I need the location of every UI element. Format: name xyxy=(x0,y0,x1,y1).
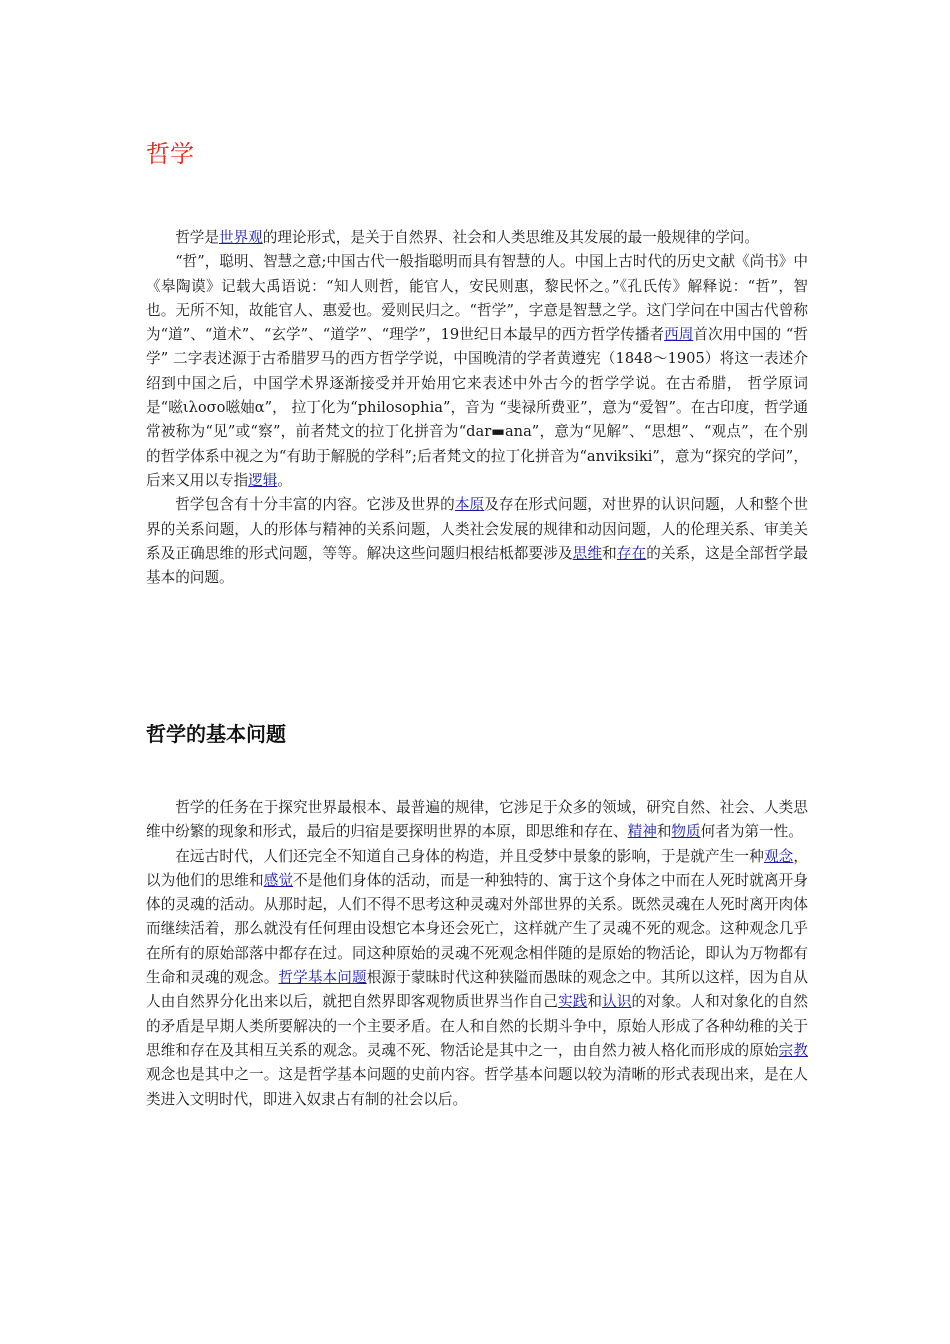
link-religion[interactable]: 宗教 xyxy=(778,1041,808,1059)
link-worldview[interactable]: 世界观 xyxy=(218,229,263,246)
link-logic[interactable]: 逻辑 xyxy=(248,471,278,489)
text-run: 的理论形式，是关于自然界、社会和人类思维及其发展的最一般规律的学问。 xyxy=(262,229,759,246)
link-existence[interactable]: 存在 xyxy=(616,544,647,562)
link-origin[interactable]: 本原 xyxy=(454,496,485,514)
text-run: 哲学包含有十分丰富的内容。它涉及世界的 xyxy=(175,496,455,514)
text-run: 和 xyxy=(587,993,603,1011)
page-title: 哲学 xyxy=(146,140,194,168)
text-run: 首次用中国的 “哲学” 二字表述源于古希腊罗马的西方哲学学说，中国晚清的学者黄遵宪（1848～1905）将这一表述介绍到中国之后，中国学术界逐渐接受并开始用它来表述中外古今的哲学学说。在古希腊， 哲学原词是“嗞ιλοσο嗞妯α”， 拉丁化为“philosophia”，音为 “斐禄所费亚”，意为“爱智”。在古印度，哲学通常被称为“见”或“察”，前者梵文的拉丁化拼音为“dar▬ana”，意为“见解”、“思想”、“观点”，在个别的哲学体系中视之为“有助于解脱的学科”;后者梵文的拉丁化拼音为“anviksiki”，意为“探究的学问”，后来又用以专指 xyxy=(146,326,808,489)
text-run: 哲学的任务在于探究世界最根本、最普遍的规律，它涉足于众多的领域，研究自然、社会、人类思维中纷繁的现象和形式，最后的归宿是要探明世界的本原，即思维和存在、 xyxy=(146,799,808,841)
basic-question-section xyxy=(146,796,808,1112)
link-basic-question[interactable]: 哲学基本问题 xyxy=(278,969,367,987)
link-matter[interactable]: 物质 xyxy=(671,823,701,841)
text-run: 的关系，这是全部哲学最基本的问题。 xyxy=(146,544,808,587)
text-run: 观念也是其中之一。这是哲学基本问题的史前内容。哲学基本问题以较为清晰的形式表现出来，是在人类进入文明时代，即进入奴隶占有制的社会以后。 xyxy=(146,1066,808,1108)
link-thinking[interactable]: 思维 xyxy=(572,544,603,562)
text-run: 及存在形式问题，对世界的认识问题，人和整个世界的关系问题，人的形体与精神的关系问题，人类社会发展的规律和动因问题，人的伦理关系、审美关系及正确思维的形式问题，等等。解决这些问题归根结柢都要涉及 xyxy=(146,496,808,562)
paragraph xyxy=(146,493,808,590)
paragraph xyxy=(146,250,808,493)
link-sensation[interactable]: 感觉 xyxy=(263,871,294,889)
link-cognition[interactable]: 认识 xyxy=(602,993,632,1011)
link-concept[interactable]: 观念 xyxy=(763,847,794,865)
text-run: 哲学是 xyxy=(175,229,219,246)
section-heading: 哲学的基本问题 xyxy=(146,722,286,746)
link-spirit[interactable]: 精神 xyxy=(627,823,657,841)
text-run: 不是他们身体的活动，而是一种独特的、寓于这个身体之中而在人死时就离开身体的灵魂的活动。从那时起，人们不得不思考这种灵魂对外部世界的关系。既然灵魂在人死时离开肉体而继续活着，那么就没有任何理由设想它本身还会死亡，这样就产生了灵魂不死的观念。这种观念几乎在所有的原始部落中都存在过。同这种原始的灵魂不死观念相伴随的是原始的物活论，即认为万物都有生命和灵魂的观念。 xyxy=(146,871,808,987)
text-run: 的对象。人和对象化的自然的矛盾是早期人类所要解决的一个主要矛盾。在人和自然的长期斗争中，原始人形成了各种幼稚的关于思维和存在及其相互关系的观念。灵魂不死、物活论是其中之一，由自然力被人格化而形成的原始 xyxy=(146,993,808,1059)
text-run: “哲”，聪明、智慧之意;中国古代一般指聪明而具有智慧的人。中国上古时代的历史文献《尚书》中《皋陶谟》记载大禹语说：“知人则哲，能官人，安民则惠，黎民怀之。”《孔氏传》解释说：“哲”，智也。无所不知，故能官人、惠爱也。爱则民归之。“哲学”，字意是智慧之学。这门学问在中国古代曾称为“道”、“道术”、“玄学”、“道学”、“理学”，19世纪日本最早的西方哲学传播者 xyxy=(146,253,808,344)
link-nishi-amane[interactable]: 西周 xyxy=(664,326,694,344)
paragraph xyxy=(146,796,808,845)
text-run: ，以为他们的思维和 xyxy=(146,847,808,889)
paragraph xyxy=(146,226,808,250)
paragraph xyxy=(146,845,808,1112)
text-run: 和 xyxy=(602,544,617,562)
text-run: 何者为第一性。 xyxy=(700,823,803,841)
text-run: 。 xyxy=(277,471,292,489)
text-run: 在远古时代，人们还完全不知道自己身体的构造，并且受梦中景象的影响，于是就产生一种 xyxy=(175,847,764,865)
text-run: 根源于蒙昧时代这种狭隘而愚昧的观念之中。其所以这样，因为自从人由自然界分化出来以后，就把自然界即客观物质世界当作自己 xyxy=(146,969,808,1011)
link-practice[interactable]: 实践 xyxy=(557,993,588,1011)
text-run: 和 xyxy=(656,823,672,841)
intro-section xyxy=(146,226,808,590)
